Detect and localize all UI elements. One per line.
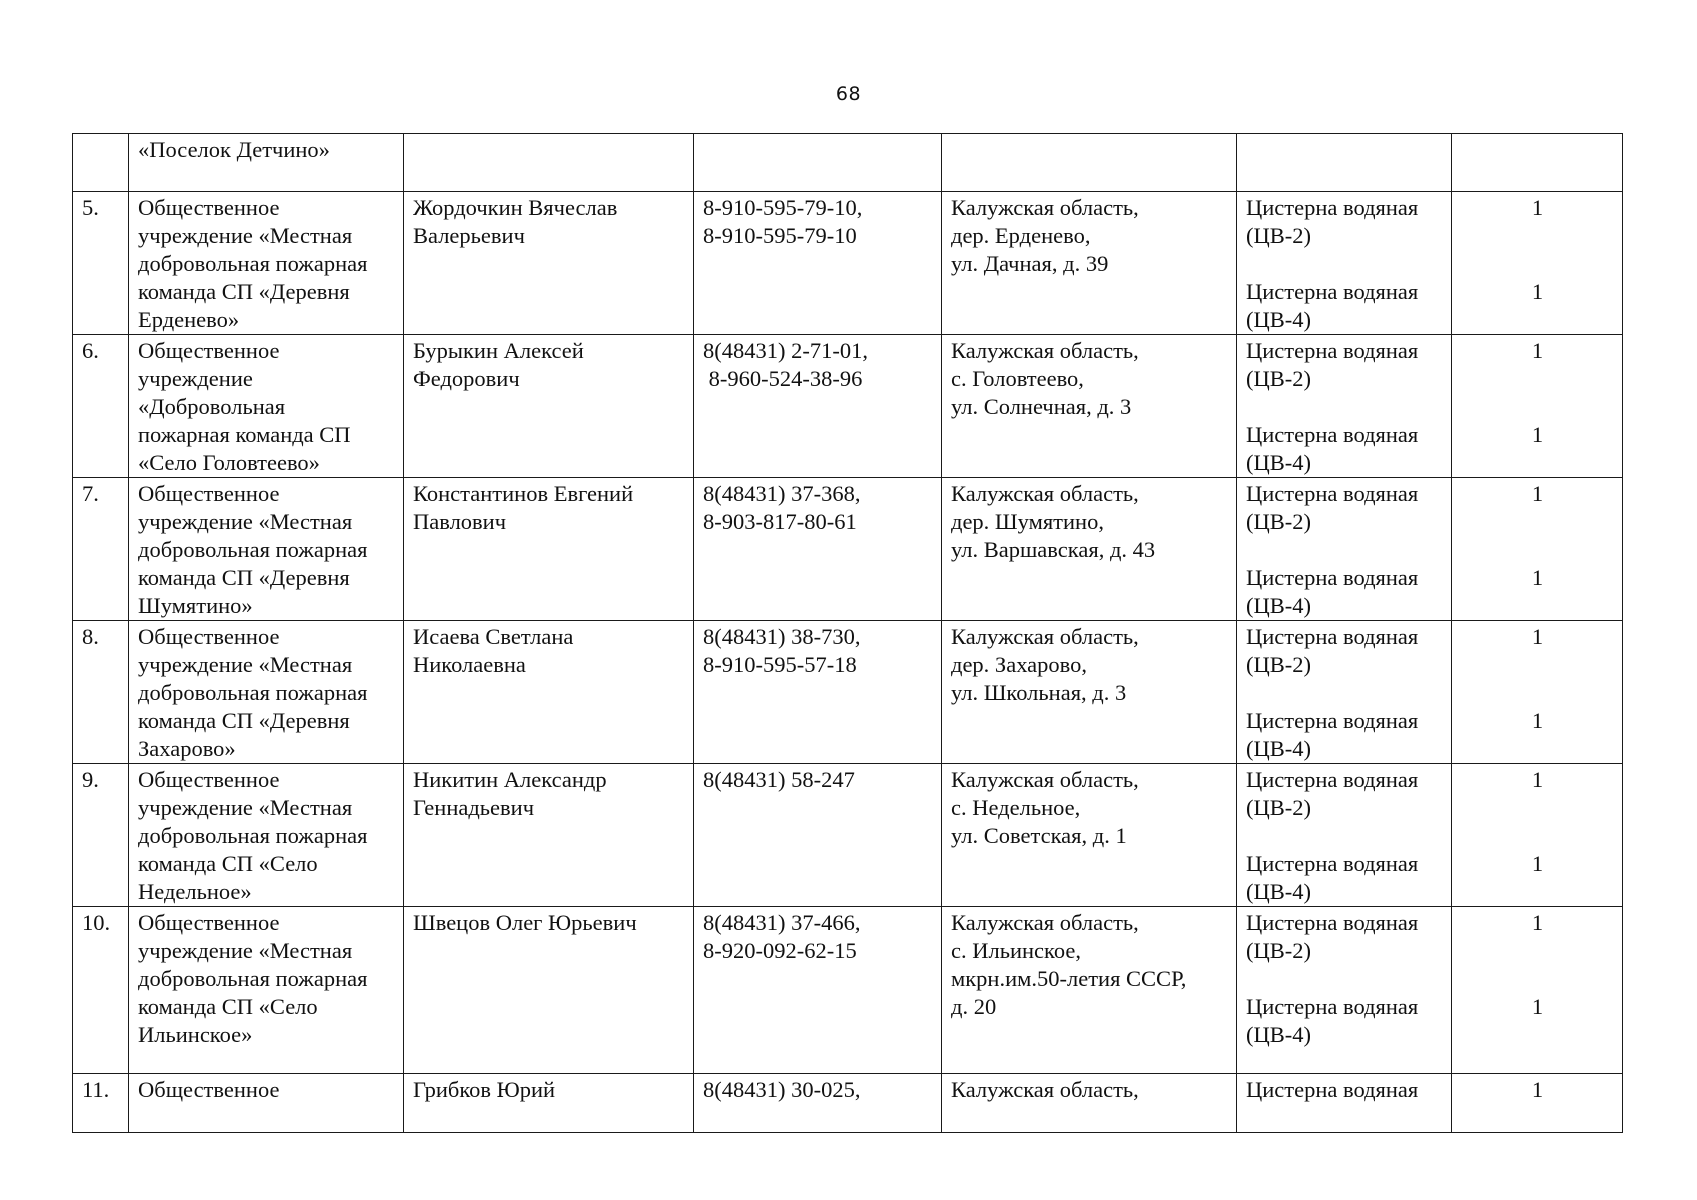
organization-line: учреждение «Местная — [138, 795, 353, 820]
cell-quantity — [1452, 478, 1623, 621]
organization-line: пожарная команда СП — [138, 422, 351, 447]
cell-address — [942, 621, 1237, 764]
cell-head — [404, 134, 694, 192]
organization-line: «Добровольная — [138, 394, 286, 419]
cell-address — [942, 764, 1237, 907]
vehicle-entry — [1246, 337, 1443, 393]
organization-line: команда СП «Село — [138, 994, 318, 1019]
vehicle-name-line: Цистерна водяная — [1246, 338, 1419, 363]
vehicle-entry — [1246, 766, 1443, 822]
phone-line: 8-910-595-79-10 — [703, 223, 857, 248]
cell-organization — [129, 192, 404, 335]
address-line: Калужская область, — [951, 481, 1139, 506]
cell-phone — [694, 192, 942, 335]
cell-head — [404, 1074, 694, 1133]
table-row — [73, 621, 1623, 764]
vehicle-quantity: 1 — [1531, 1077, 1544, 1102]
vehicle-name-line: Цистерна водяная — [1246, 708, 1419, 733]
cell-organization — [129, 478, 404, 621]
vehicle-entry — [1246, 564, 1443, 620]
organization-line: добровольная пожарная — [138, 251, 368, 276]
vehicle-name-line: Цистерна водяная — [1246, 195, 1419, 220]
cell-number — [73, 335, 129, 478]
vehicle-name-line: (ЦВ-2) — [1246, 652, 1311, 677]
organization-line: «Поселок Детчино» — [138, 137, 330, 162]
page-number: 68 — [835, 83, 862, 105]
head-name-line: Валерьевич — [413, 223, 525, 248]
address-line: Калужская область, — [951, 338, 1139, 363]
organization-line: Захарово» — [138, 736, 236, 761]
cell-quantity — [1452, 907, 1623, 1074]
row-number: 9. — [82, 767, 99, 792]
organization-line: учреждение «Местная — [138, 938, 353, 963]
row-number: 11. — [82, 1077, 110, 1102]
organization-line: учреждение — [138, 366, 253, 391]
cell-organization — [129, 764, 404, 907]
cell-head — [404, 764, 694, 907]
phone-line: 8-910-595-79-10, — [703, 195, 863, 220]
vehicle-quantity: 1 — [1531, 565, 1544, 590]
cell-quantity — [1452, 621, 1623, 764]
phone-line: 8(48431) 37-466, — [703, 910, 861, 935]
vehicle-quantity: 1 — [1531, 767, 1544, 792]
address-line: дер. Ерденево, — [951, 223, 1091, 248]
vehicle-name-line: Цистерна водяная — [1246, 767, 1419, 792]
head-name-line: Константинов Евгений — [413, 481, 634, 506]
vehicle-name-line: Цистерна водяная — [1246, 851, 1419, 876]
vehicle-quantity: 1 — [1531, 910, 1544, 935]
row-number: 10. — [82, 910, 111, 935]
organization-line: учреждение «Местная — [138, 652, 353, 677]
vehicle-name-line: (ЦВ-2) — [1246, 509, 1311, 534]
cell-organization — [129, 134, 404, 192]
address-line: с. Головтеево, — [951, 366, 1084, 391]
address-line: ул. Варшавская, д. 43 — [951, 537, 1156, 562]
vehicle-name-line: Цистерна водяная — [1246, 1077, 1419, 1102]
head-name-line: Швецов Олег Юрьевич — [413, 910, 637, 935]
table-row — [73, 907, 1623, 1074]
phone-line: 8(48431) 30-025, — [703, 1077, 861, 1102]
vehicle-entry — [1246, 909, 1443, 965]
cell-quantity — [1452, 134, 1623, 192]
vehicle-name-line: (ЦВ-2) — [1246, 938, 1311, 963]
table-row — [73, 478, 1623, 621]
cell-quantity — [1452, 1074, 1623, 1133]
vehicle-entry — [1246, 278, 1443, 334]
cell-vehicle — [1237, 907, 1452, 1074]
cell-vehicle — [1237, 134, 1452, 192]
vehicle-name-line: (ЦВ-4) — [1246, 736, 1311, 761]
cell-phone — [694, 907, 942, 1074]
cell-number — [73, 134, 129, 192]
vehicle-name-line: Цистерна водяная — [1246, 481, 1419, 506]
vehicle-quantity: 1 — [1531, 338, 1544, 363]
vehicle-name-line: (ЦВ-2) — [1246, 795, 1311, 820]
address-line: ул. Солнечная, д. 3 — [951, 394, 1132, 419]
vehicle-entry — [1246, 194, 1443, 250]
organization-line: «Село Головтеево» — [138, 450, 320, 475]
phone-line: 8-903-817-80-61 — [703, 509, 857, 534]
cell-organization — [129, 907, 404, 1074]
head-name-line: Грибков Юрий — [413, 1077, 556, 1102]
cell-address — [942, 907, 1237, 1074]
vehicle-name-line: (ЦВ-4) — [1246, 1022, 1311, 1047]
vehicle-name-line: (ЦВ-4) — [1246, 450, 1311, 475]
vehicle-name-line: (ЦВ-4) — [1246, 593, 1311, 618]
table-row — [73, 1074, 1623, 1133]
cell-number — [73, 907, 129, 1074]
address-line: Калужская область, — [951, 195, 1139, 220]
cell-vehicle — [1237, 621, 1452, 764]
organization-line: команда СП «Деревня — [138, 708, 350, 733]
phone-line: 8-910-595-57-18 — [703, 652, 857, 677]
vehicle-name-line: Цистерна водяная — [1246, 279, 1419, 304]
organization-line: Общественное — [138, 767, 280, 792]
cell-phone — [694, 478, 942, 621]
phone-line: 8(48431) 37-368, — [703, 481, 861, 506]
cell-phone — [694, 134, 942, 192]
address-line: Калужская область, — [951, 910, 1139, 935]
vehicle-entry — [1246, 850, 1443, 906]
address-line: дер. Захарово, — [951, 652, 1087, 677]
vehicle-name-line: Цистерна водяная — [1246, 565, 1419, 590]
vehicle-entry — [1246, 1076, 1443, 1104]
phone-line: 8(48431) 2-71-01, — [703, 338, 868, 363]
organization-line: Шумятино» — [138, 593, 253, 618]
cell-number — [73, 764, 129, 907]
organization-line: Общественное — [138, 481, 280, 506]
head-name-line: Жордочкин Вячеслав — [413, 195, 618, 220]
address-line: дер. Шумятино, — [951, 509, 1104, 534]
phone-line: 8(48431) 38-730, — [703, 624, 861, 649]
head-name-line: Геннадьевич — [413, 795, 535, 820]
address-line: с. Недельное, — [951, 795, 1081, 820]
organization-line: добровольная пожарная — [138, 680, 368, 705]
address-line: Калужская область, — [951, 1077, 1139, 1102]
cell-number — [73, 478, 129, 621]
vehicle-quantity: 1 — [1531, 994, 1544, 1019]
cell-vehicle — [1237, 335, 1452, 478]
phone-line: 8-920-092-62-15 — [703, 938, 857, 963]
table-row — [73, 335, 1623, 478]
organization-line: Ерденево» — [138, 307, 240, 332]
organization-line: команда СП «Деревня — [138, 565, 350, 590]
cell-quantity — [1452, 764, 1623, 907]
vehicle-name-line: Цистерна водяная — [1246, 422, 1419, 447]
vehicle-name-line: (ЦВ-2) — [1246, 366, 1311, 391]
head-name-line: Павлович — [413, 509, 507, 534]
row-number: 7. — [82, 481, 99, 506]
row-number: 8. — [82, 624, 99, 649]
cell-vehicle — [1237, 1074, 1452, 1133]
organization-line: добровольная пожарная — [138, 966, 368, 991]
cell-organization — [129, 621, 404, 764]
row-number: 5. — [82, 195, 99, 220]
cell-organization — [129, 1074, 404, 1133]
cell-phone — [694, 335, 942, 478]
organization-line: Общественное — [138, 910, 280, 935]
cell-address — [942, 134, 1237, 192]
vehicle-entry — [1246, 480, 1443, 536]
vehicle-entry — [1246, 993, 1443, 1049]
vehicle-name-line: Цистерна водяная — [1246, 994, 1419, 1019]
organization-line: Недельное» — [138, 879, 252, 904]
organization-line: Общественное — [138, 338, 280, 363]
cell-vehicle — [1237, 478, 1452, 621]
organization-line: Ильинское» — [138, 1022, 253, 1047]
vehicle-quantity: 1 — [1531, 195, 1544, 220]
address-line: ул. Дачная, д. 39 — [951, 251, 1109, 276]
cell-vehicle — [1237, 764, 1452, 907]
head-name-line: Бурыкин Алексей — [413, 338, 584, 363]
cell-address — [942, 478, 1237, 621]
address-line: д. 20 — [951, 994, 997, 1019]
organization-line: учреждение «Местная — [138, 223, 353, 248]
cell-number — [73, 621, 129, 764]
head-name-line: Никитин Александр — [413, 767, 607, 792]
organization-line: учреждение «Местная — [138, 509, 353, 534]
continuation-row — [73, 134, 1623, 192]
address-line: Калужская область, — [951, 767, 1139, 792]
vehicle-name-line: (ЦВ-4) — [1246, 307, 1311, 332]
vehicle-quantity: 1 — [1531, 624, 1544, 649]
organization-line: Общественное — [138, 195, 280, 220]
vehicle-quantity: 1 — [1531, 422, 1544, 447]
vehicle-quantity: 1 — [1531, 708, 1544, 733]
head-name-line: Исаева Светлана — [413, 624, 574, 649]
cell-quantity — [1452, 192, 1623, 335]
address-line: Калужская область, — [951, 624, 1139, 649]
vehicle-quantity: 1 — [1531, 279, 1544, 304]
vehicle-quantity: 1 — [1531, 481, 1544, 506]
cell-head — [404, 335, 694, 478]
cell-phone — [694, 764, 942, 907]
cell-number — [73, 1074, 129, 1133]
fire-brigades-table — [72, 133, 1623, 1133]
organization-line: команда СП «Деревня — [138, 279, 350, 304]
row-number: 6. — [82, 338, 99, 363]
phone-line: 8(48431) 58-247 — [703, 767, 855, 792]
head-name-line: Николаевна — [413, 652, 526, 677]
cell-quantity — [1452, 335, 1623, 478]
cell-organization — [129, 335, 404, 478]
vehicle-entry — [1246, 707, 1443, 763]
vehicle-name-line: (ЦВ-2) — [1246, 223, 1311, 248]
cell-head — [404, 192, 694, 335]
vehicle-entry — [1246, 623, 1443, 679]
organization-line: Общественное — [138, 624, 280, 649]
address-line: мкрн.им.50-летия СССР, — [951, 966, 1187, 991]
cell-head — [404, 478, 694, 621]
phone-line: 8-960-524-38-96 — [703, 366, 863, 391]
address-line: ул. Советская, д. 1 — [951, 823, 1127, 848]
organization-line: добровольная пожарная — [138, 823, 368, 848]
cell-head — [404, 621, 694, 764]
vehicle-entry — [1246, 421, 1443, 477]
cell-address — [942, 192, 1237, 335]
vehicle-name-line: Цистерна водяная — [1246, 910, 1419, 935]
cell-number — [73, 192, 129, 335]
address-line: ул. Школьная, д. 3 — [951, 680, 1127, 705]
organization-line: добровольная пожарная — [138, 537, 368, 562]
cell-address — [942, 1074, 1237, 1133]
table-row — [73, 764, 1623, 907]
vehicle-name-line: Цистерна водяная — [1246, 624, 1419, 649]
vehicle-name-line: (ЦВ-4) — [1246, 879, 1311, 904]
cell-head — [404, 907, 694, 1074]
organization-line: Общественное — [138, 1077, 280, 1102]
cell-vehicle — [1237, 192, 1452, 335]
table-row — [73, 192, 1623, 335]
head-name-line: Федорович — [413, 366, 520, 391]
cell-phone — [694, 1074, 942, 1133]
address-line: с. Ильинское, — [951, 938, 1081, 963]
table-body — [73, 134, 1623, 1133]
cell-phone — [694, 621, 942, 764]
vehicle-quantity: 1 — [1531, 851, 1544, 876]
cell-address — [942, 335, 1237, 478]
organization-line: команда СП «Село — [138, 851, 318, 876]
